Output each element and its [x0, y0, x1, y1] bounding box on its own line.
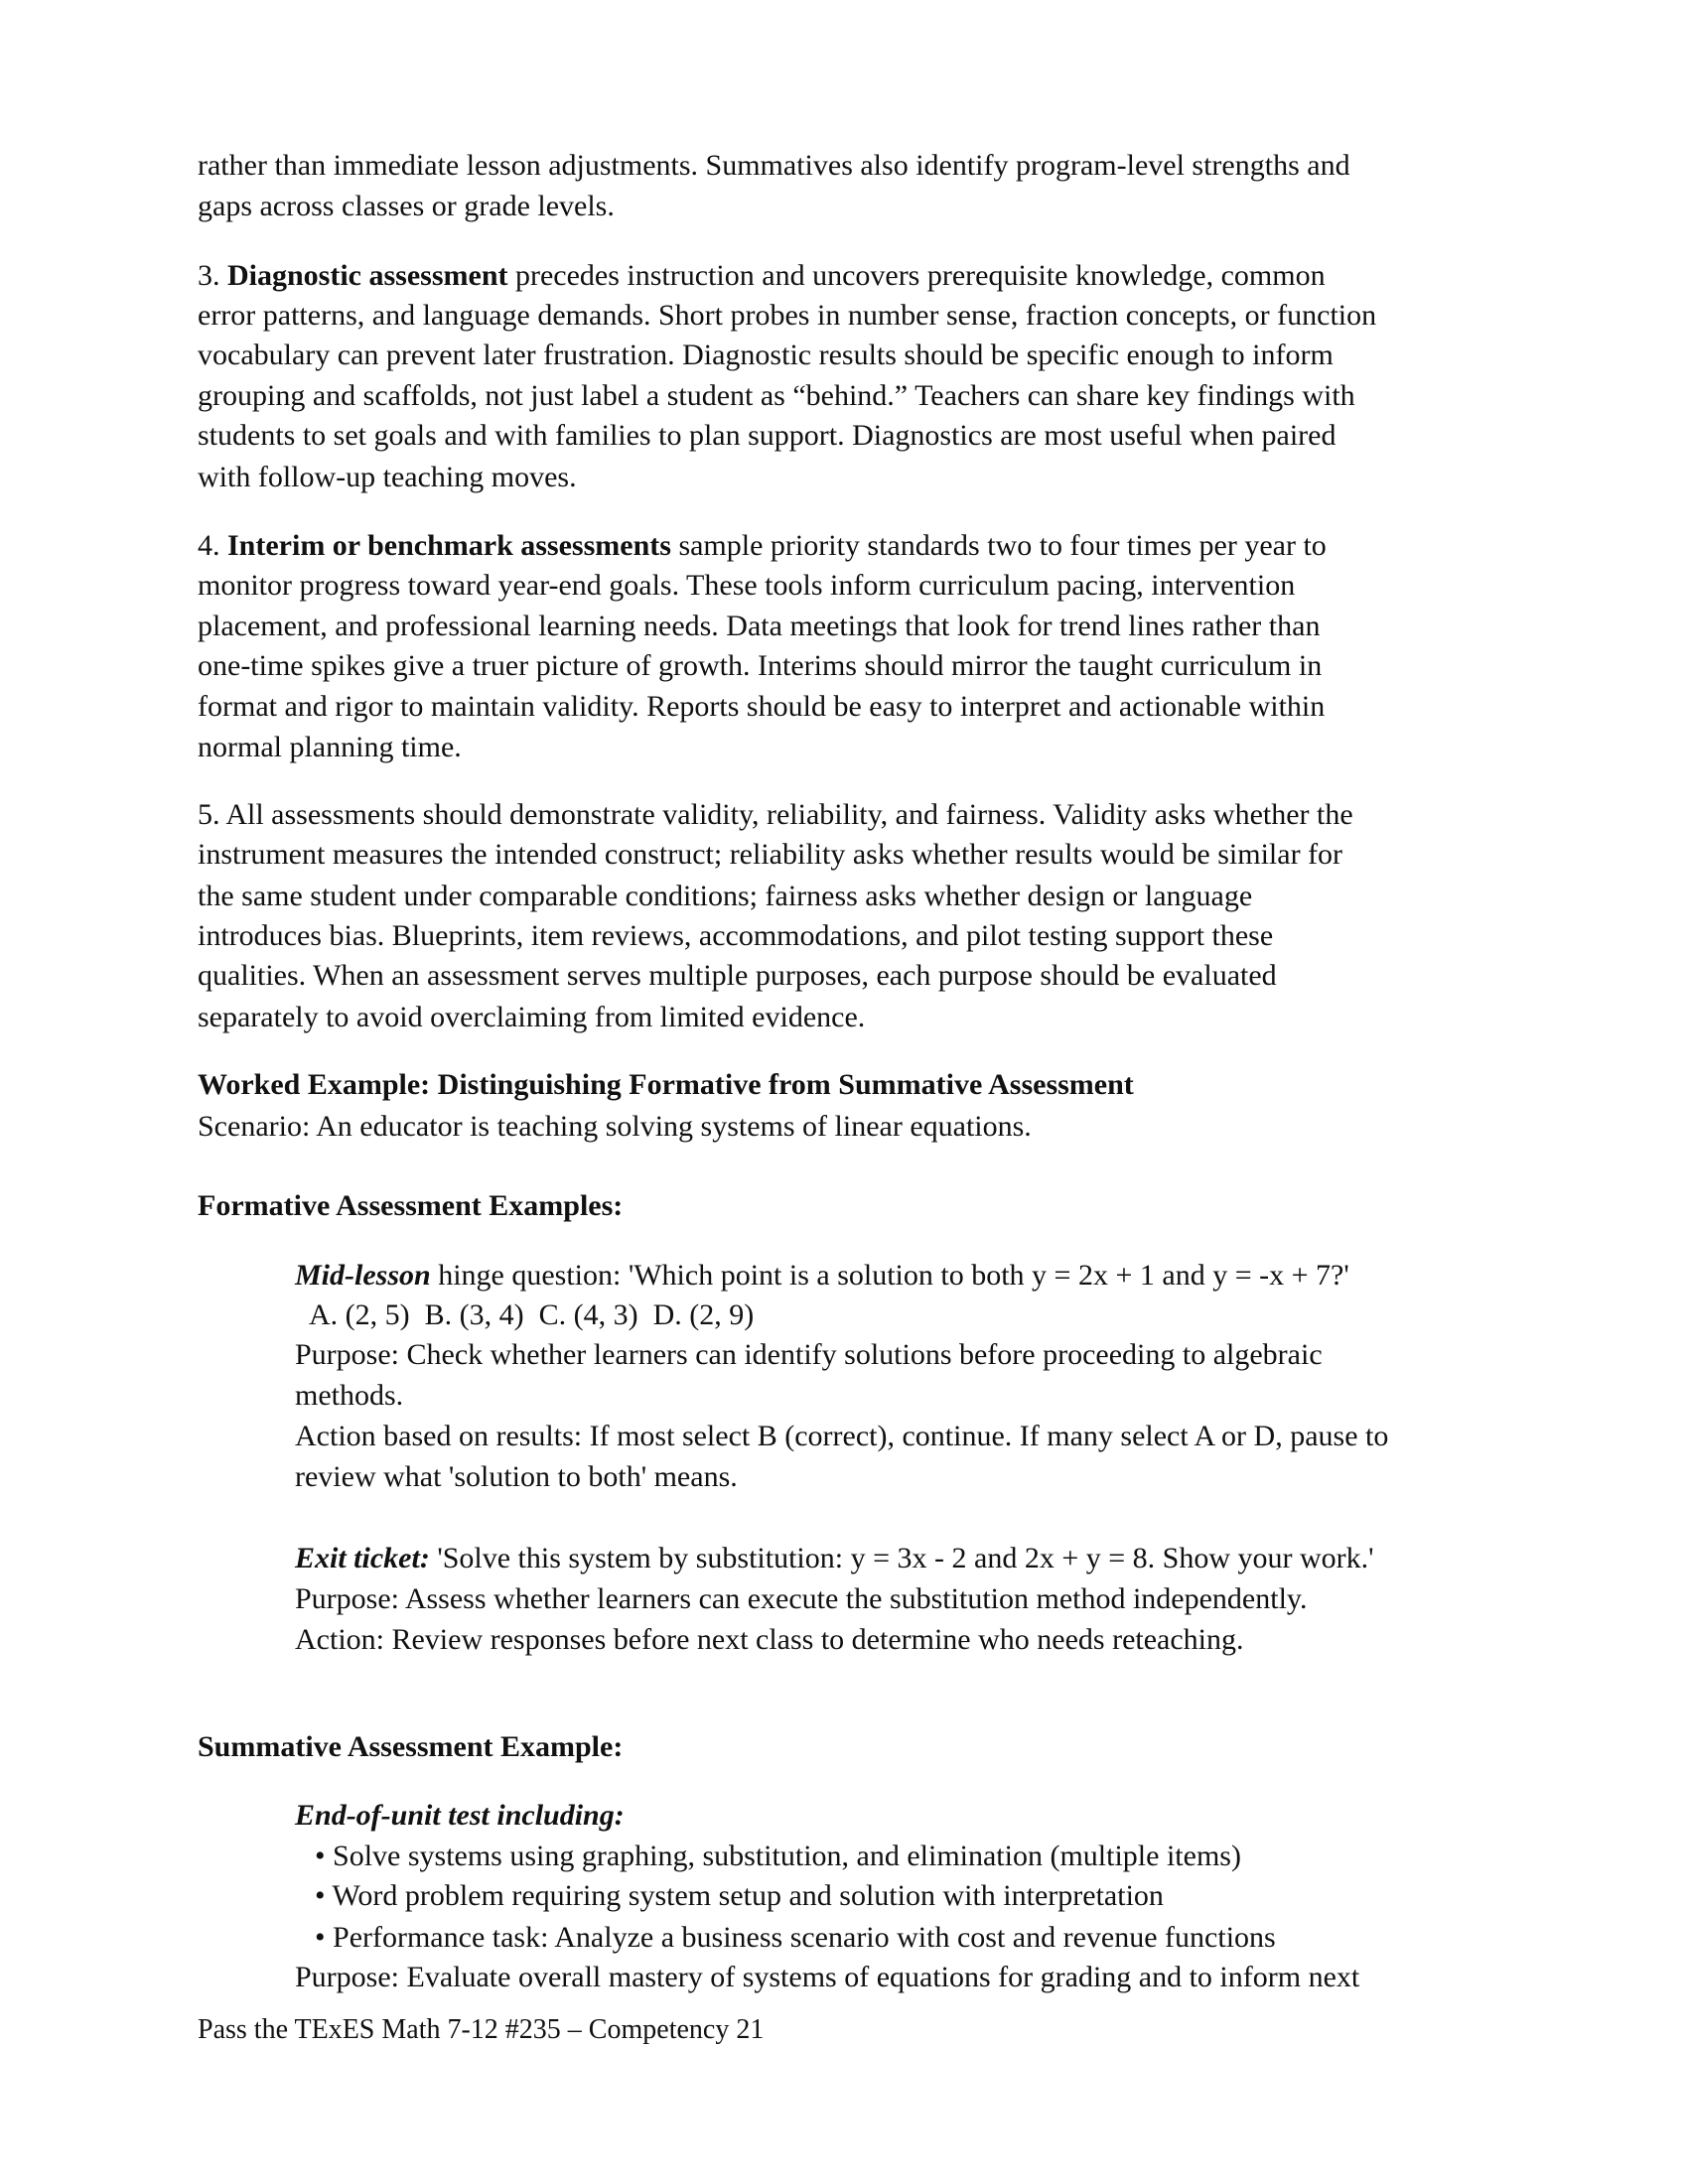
- hinge-text: hinge question: 'Which point is a solution to both y = 2x + 1 and y = -x + 7?': [430, 1259, 1349, 1292]
- answer-options: A. (2, 5) B. (3, 4) C. (4, 3) D. (2, 9): [309, 1298, 755, 1331]
- hinge-action: Action based on results: If most select B (correct), continue. If many select A or D, pause to: [295, 1420, 1389, 1452]
- validity-paragraph-line: separately to avoid overclaiming from limited evidence.: [198, 1001, 866, 1033]
- text: precedes instruction and uncovers prerequisite knowledge, common: [507, 259, 1326, 292]
- scenario-text: Scenario: An educator is teaching solving systems of linear equations.: [198, 1110, 1032, 1143]
- page-footer: Pass the TExES Math 7-12 #235 – Competency 21: [198, 2014, 765, 2045]
- validity-paragraph-line: introduces bias. Blueprints, item reviews, accommodations, and pilot testing support these: [198, 919, 1274, 952]
- hinge-purpose: methods.: [295, 1379, 404, 1412]
- interim-paragraph-line: placement, and professional learning needs. Data meetings that look for trend lines rather than: [198, 610, 1321, 642]
- validity-paragraph-line: 5. All assessments should demonstrate validity, reliability, and fairness. Validity asks whether the: [198, 798, 1353, 831]
- diagnostic-paragraph-line: vocabulary can prevent later frustration. Diagnostic results should be specific enough to inform: [198, 339, 1334, 371]
- diagnostic-paragraph-line: error patterns, and language demands. Short probes in number sense, fraction concepts, or function: [198, 299, 1377, 332]
- hinge-purpose: Purpose: Check whether learners can identify solutions before proceeding to algebraic: [295, 1338, 1323, 1371]
- bullet-item: • Solve systems using graphing, substitution, and elimination (multiple items): [315, 1840, 1241, 1872]
- bullet-item: • Performance task: Analyze a business scenario with cost and revenue functions: [315, 1921, 1276, 1954]
- item-number: 4.: [198, 529, 227, 562]
- hinge-action: review what 'solution to both' means.: [295, 1460, 738, 1493]
- validity-paragraph-line: the same student under comparable conditions; fairness asks whether design or language: [198, 880, 1253, 912]
- formative-heading: Formative Assessment Examples:: [198, 1189, 624, 1222]
- exit-ticket-label: Exit ticket:: [295, 1542, 430, 1574]
- summative-purpose: Purpose: Evaluate overall mastery of systems of equations for grading and to inform next: [295, 1961, 1360, 1993]
- intro-line: gaps across classes or grade levels.: [198, 190, 615, 222]
- diagnostic-paragraph-line: with follow-up teaching moves.: [198, 461, 577, 493]
- interim-paragraph-line: one-time spikes give a truer picture of growth. Interims should mirror the taught curriculum in: [198, 649, 1323, 682]
- interim-paragraph-line: format and rigor to maintain validity. Reports should be easy to interpret and actionable within: [198, 690, 1326, 723]
- term-diagnostic: Diagnostic assessment: [227, 259, 508, 292]
- hinge-question: [295, 1256, 1349, 1296]
- diagnostic-paragraph-line: students to set goals and with families to plan support. Diagnostics are most useful when paired: [198, 419, 1336, 452]
- text: sample priority standards two to four times per year to: [670, 529, 1327, 562]
- exit-purpose: Purpose: Assess whether learners can execute the substitution method independently.: [295, 1582, 1308, 1615]
- exit-action: Action: Review responses before next class to determine who needs reteaching.: [295, 1623, 1244, 1656]
- term-interim: Interim or benchmark assessments: [227, 529, 671, 562]
- interim-paragraph-line: monitor progress toward year-end goals. These tools inform curriculum pacing, intervention: [198, 569, 1296, 602]
- worked-example-title: Worked Example: Distinguishing Formative from Summative Assessment: [198, 1068, 1134, 1101]
- diagnostic-paragraph-line: [198, 256, 1326, 296]
- item-number: 3.: [198, 259, 227, 292]
- bullet-item: • Word problem requiring system setup and solution with interpretation: [315, 1879, 1164, 1912]
- validity-paragraph-line: qualities. When an assessment serves multiple purposes, each purpose should be evaluated: [198, 959, 1277, 992]
- exit-ticket: [295, 1539, 1374, 1578]
- diagnostic-paragraph-line: grouping and scaffolds, not just label a student as “behind.” Teachers can share key findings with: [198, 379, 1355, 412]
- exit-ticket-text: 'Solve this system by substitution: y = 3x - 2 and 2x + y = 8. Show your work.': [429, 1542, 1374, 1574]
- interim-paragraph-line: [198, 526, 1327, 566]
- interim-paragraph-line: normal planning time.: [198, 731, 462, 763]
- hinge-label: Mid-lesson: [295, 1259, 431, 1292]
- validity-paragraph-line: instrument measures the intended construct; reliability asks whether results would be similar for: [198, 838, 1343, 871]
- intro-line: rather than immediate lesson adjustments. Summatives also identify program-level strengths and: [198, 149, 1350, 182]
- test-label: End-of-unit test including:: [295, 1799, 625, 1832]
- summative-heading: Summative Assessment Example:: [198, 1730, 624, 1763]
